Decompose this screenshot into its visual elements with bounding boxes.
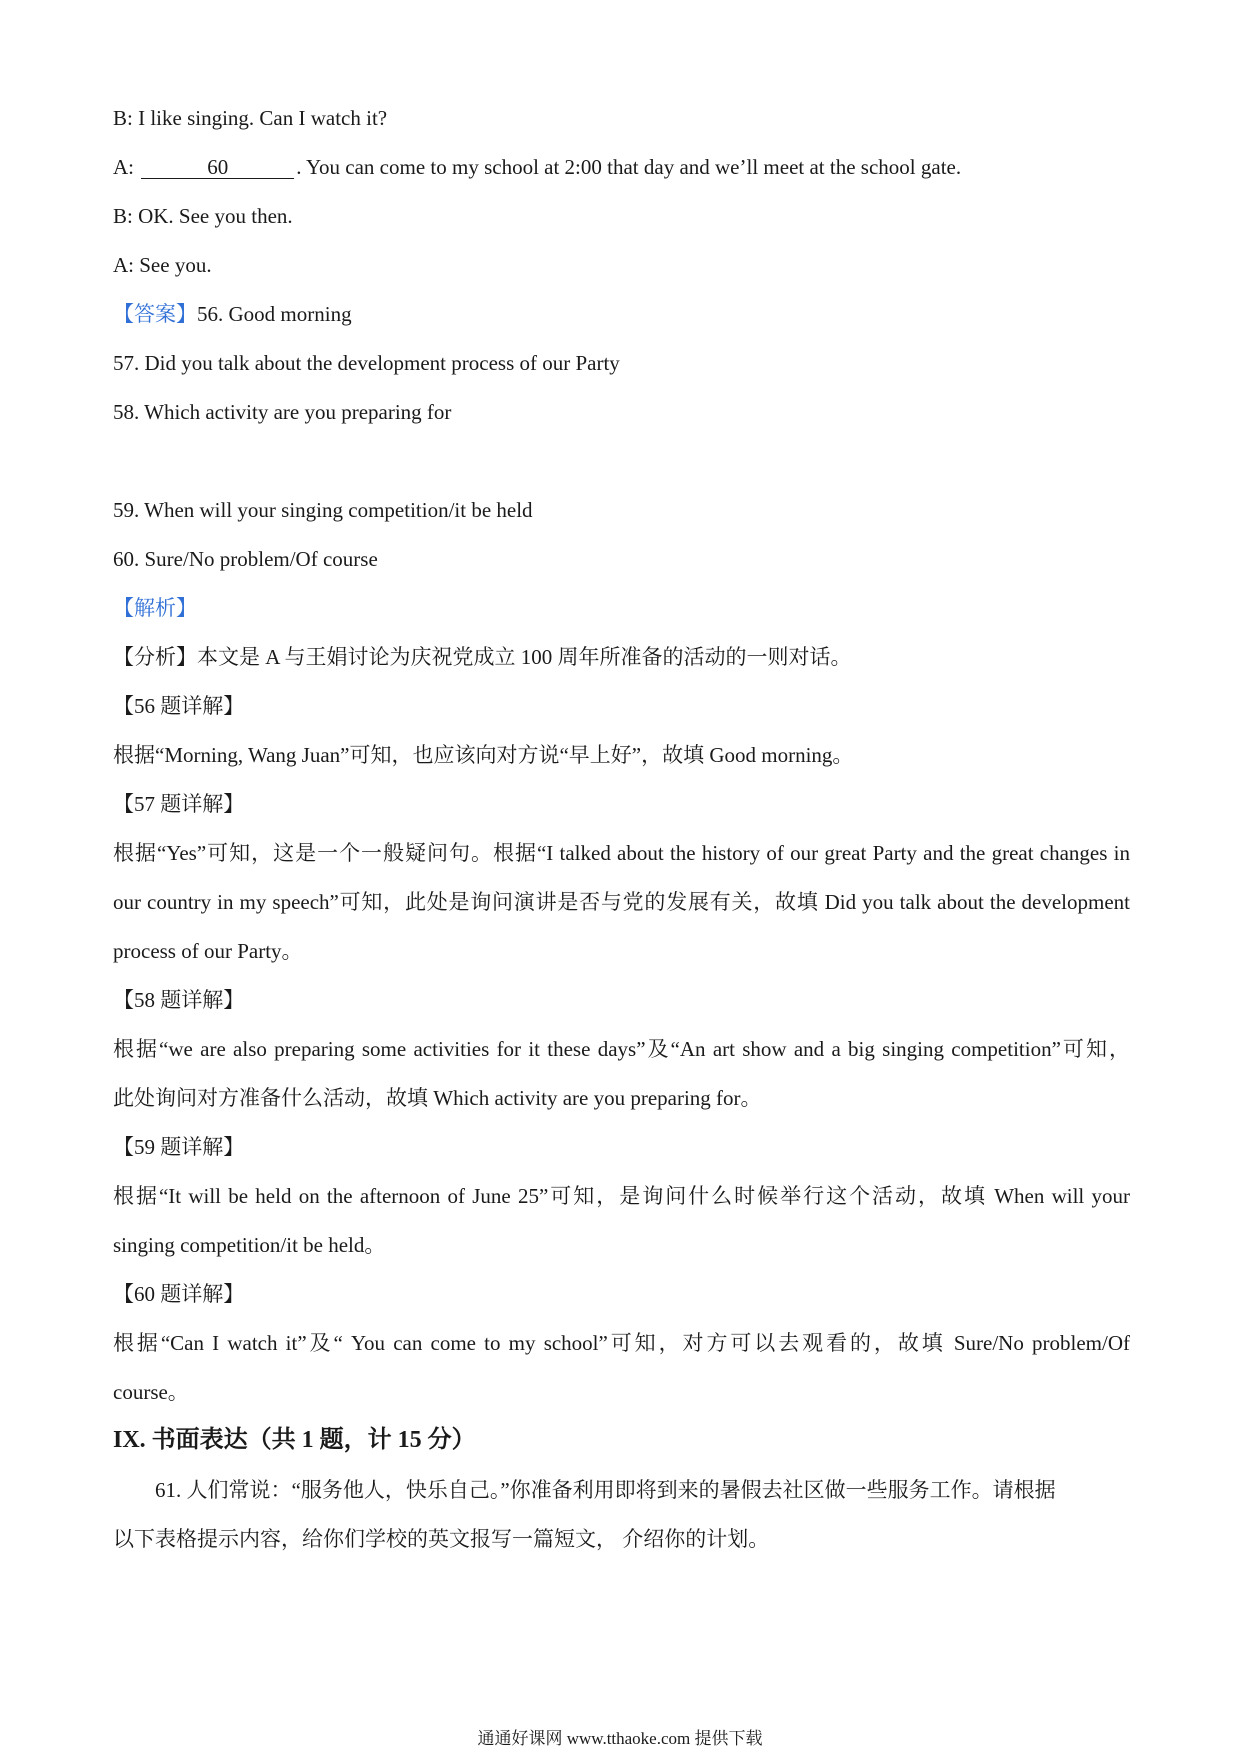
q58-line2: 此处询问对方准备什么活动，故填 Which activity are you preparing for。 <box>113 1086 762 1110</box>
analysis-summary: 【分析】本文是 A 与王娟讨论为庆祝党成立 100 周年所准备的活动的一则对话。 <box>113 645 852 669</box>
q58-line1: 根据“we are also preparing some activities for it these days”及“An art show and a big singing competition”可知， <box>113 1037 1130 1061</box>
dialogue-a1-prefix: A: <box>113 155 134 179</box>
q57-line3: process of our Party。 <box>113 939 303 963</box>
q57-line2: our country in my speech”可知，此处是询问演讲是否与党的发展有关，故填 Did you talk about the development <box>113 890 1130 914</box>
section-title: IX. 书面表达（共 1 题，计 15 分） <box>113 1427 476 1453</box>
dialogue-a1-suffix: . You can come to my school at 2:00 that day and we’ll meet at the school gate. <box>296 155 962 179</box>
dialogue-b2: B: OK. See you then. <box>113 204 293 228</box>
answer-57: 57. Did you talk about the development process of our Party <box>113 351 620 375</box>
q59-line2: singing competition/it be held。 <box>113 1233 386 1257</box>
q57-line1: 根据“Yes”可知，这是一个一般疑问句。根据“I talked about the history of our great Party and the great changes in <box>113 841 1130 865</box>
answer-item: 56. Good morning <box>197 302 352 326</box>
q56-text: 根据“Morning, Wang Juan”可知，也应该向对方说“早上好”，故填 Good morning。 <box>113 743 854 767</box>
blank-60: 60 <box>141 156 294 179</box>
q57-title: 【57 题详解】 <box>113 792 245 816</box>
dialogue-b1: B: I like singing. Can I watch it? <box>113 106 388 130</box>
q59-title: 【59 题详解】 <box>113 1135 245 1159</box>
q61-line1: 61. 人们常说：“服务他人，快乐自己。”你准备利用即将到来的暑假去社区做一些服务工作。请根据 <box>155 1478 1056 1502</box>
q60-line1: 根据“Can I watch it”及“ You can come to my school”可知，对方可以去观看的，故填 Sure/No problem/Of <box>113 1331 1130 1355</box>
q58-title: 【58 题详解】 <box>113 988 245 1012</box>
answer-58: 58. Which activity are you preparing for <box>113 400 452 424</box>
q59-line1: 根据“It will be held on the afternoon of June 25”可知，是询问什么时候举行这个活动，故填 When will your <box>113 1184 1130 1208</box>
q60-title: 【60 题详解】 <box>113 1282 245 1306</box>
answer-label: 【答案】 <box>113 302 197 326</box>
dialogue-a2: A: See you. <box>113 253 212 277</box>
analysis-label: 【解析】 <box>113 596 197 620</box>
q61-line2: 以下表格提示内容，给你们学校的英文报写一篇短文， 介绍你的计划。 <box>113 1527 770 1551</box>
answer-56 <box>113 300 352 328</box>
q60-line2: course。 <box>113 1380 189 1404</box>
page-footer: 通通好课网 www.tthaoke.com 提供下载 <box>477 1729 763 1748</box>
answer-60: 60. Sure/No problem/Of course <box>113 547 378 571</box>
answer-59: 59. When will your singing competition/it be held <box>113 498 533 522</box>
q56-title: 【56 题详解】 <box>113 694 245 718</box>
dialogue-a1 <box>113 153 961 181</box>
